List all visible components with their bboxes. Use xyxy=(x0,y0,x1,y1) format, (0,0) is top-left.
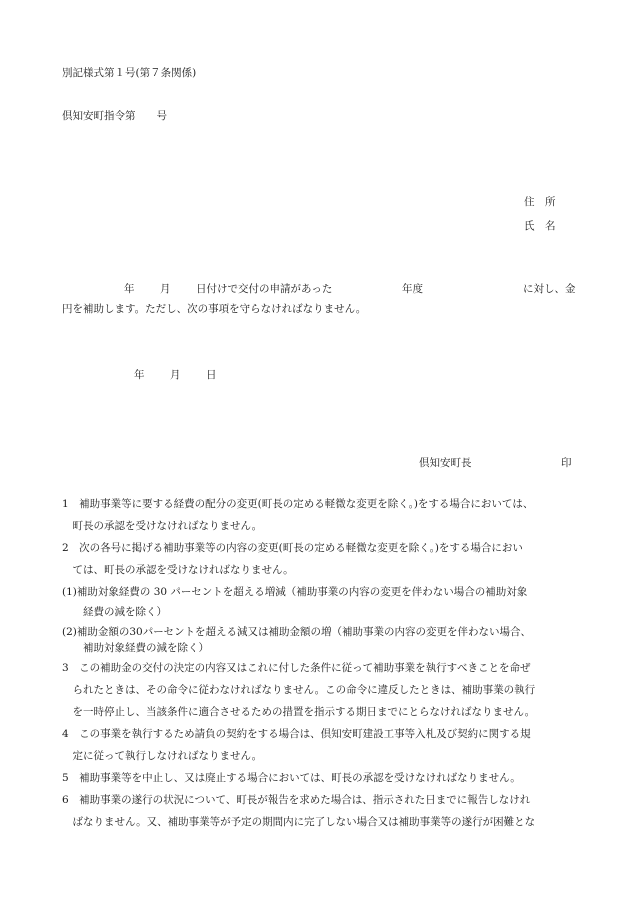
condition-line: 定に従って執行しなければなりません。 xyxy=(62,750,263,762)
issue-month-label: 月 xyxy=(170,369,181,381)
document-number: 倶知安町指令第 号 xyxy=(62,110,167,122)
issue-year-label: 年 xyxy=(134,369,145,381)
condition-line: 2 次の各号に掲げる補助事業等の内容の変更(町長の定める軽微な変更を除く。)をする場合におい xyxy=(62,542,523,554)
condition-line: (2)補助金額の30パーセントを超える減又は補助金額の増（補助事業の内容の変更を伴わない場合、 xyxy=(62,626,532,638)
form-label: 別記様式第１号(第７条関係) xyxy=(62,67,197,79)
seal-mark: 印 xyxy=(561,457,572,469)
condition-line: ばなりません。又、補助事業等が予定の期間内に完了しない場合又は補助事業等の遂行が困難とな xyxy=(62,816,536,828)
condition-line: ては、町長の承認を受けなければなりません。 xyxy=(62,564,294,576)
condition-line: られたときは、その命令に従わなければなりません。この命令に違反したときは、補助事業の執行 xyxy=(62,684,536,696)
condition-line: 6 補助事業の遂行の状況について、町長が報告を求めた場合は、指示された日までに報告しなけれ xyxy=(62,794,531,806)
grant-amount-phrase: に対し、金 xyxy=(523,283,576,295)
condition-line: (1)補助対象経費の 30 パーセントを超える増減（補助事業の内容の変更を伴わない場合の補助対象 xyxy=(62,586,528,598)
condition-line: 3 この補助金の交付の決定の内容又はこれに付した条件に従って補助事業を執行すべきことを命ぜ xyxy=(62,662,531,674)
condition-line: 補助対象経費の減を除く） xyxy=(62,642,209,654)
condition-line: 経費の減を除く） xyxy=(62,606,167,618)
issue-day-label: 日 xyxy=(206,369,217,381)
grant-line-2: 円を補助します。ただし、次の事項を守らなければなりません。 xyxy=(62,303,367,315)
grant-fiscal-year-label: 年度 xyxy=(402,283,423,295)
grant-year-label: 年 xyxy=(124,283,135,295)
grant-month-label: 月 xyxy=(160,283,171,295)
condition-line: 4 この事業を執行するため請負の契約をする場合は、倶知安町建設工事等入札及び契約に関する規 xyxy=(62,728,531,740)
condition-line: 1 補助事業等に要する経費の配分の変更(町長の定める軽微な変更を除く。)をする場合においては、 xyxy=(62,498,534,510)
grant-application-date-phrase: 日付けで交付の申請があった xyxy=(196,283,333,295)
address-label: 住 所 xyxy=(524,196,556,208)
condition-line: 5 補助事業等を中止し、又は廃止する場合においては、町長の承認を受けなければなりません。 xyxy=(62,772,521,784)
condition-line: を一時停止し、当該条件に適合させるための措置を指示する期日までにとらなければなりません。 xyxy=(62,706,536,718)
issuer-title: 倶知安町長 xyxy=(419,457,472,469)
condition-line: 町長の承認を受けなければなりません。 xyxy=(62,520,263,532)
name-label: 氏 名 xyxy=(524,220,556,232)
